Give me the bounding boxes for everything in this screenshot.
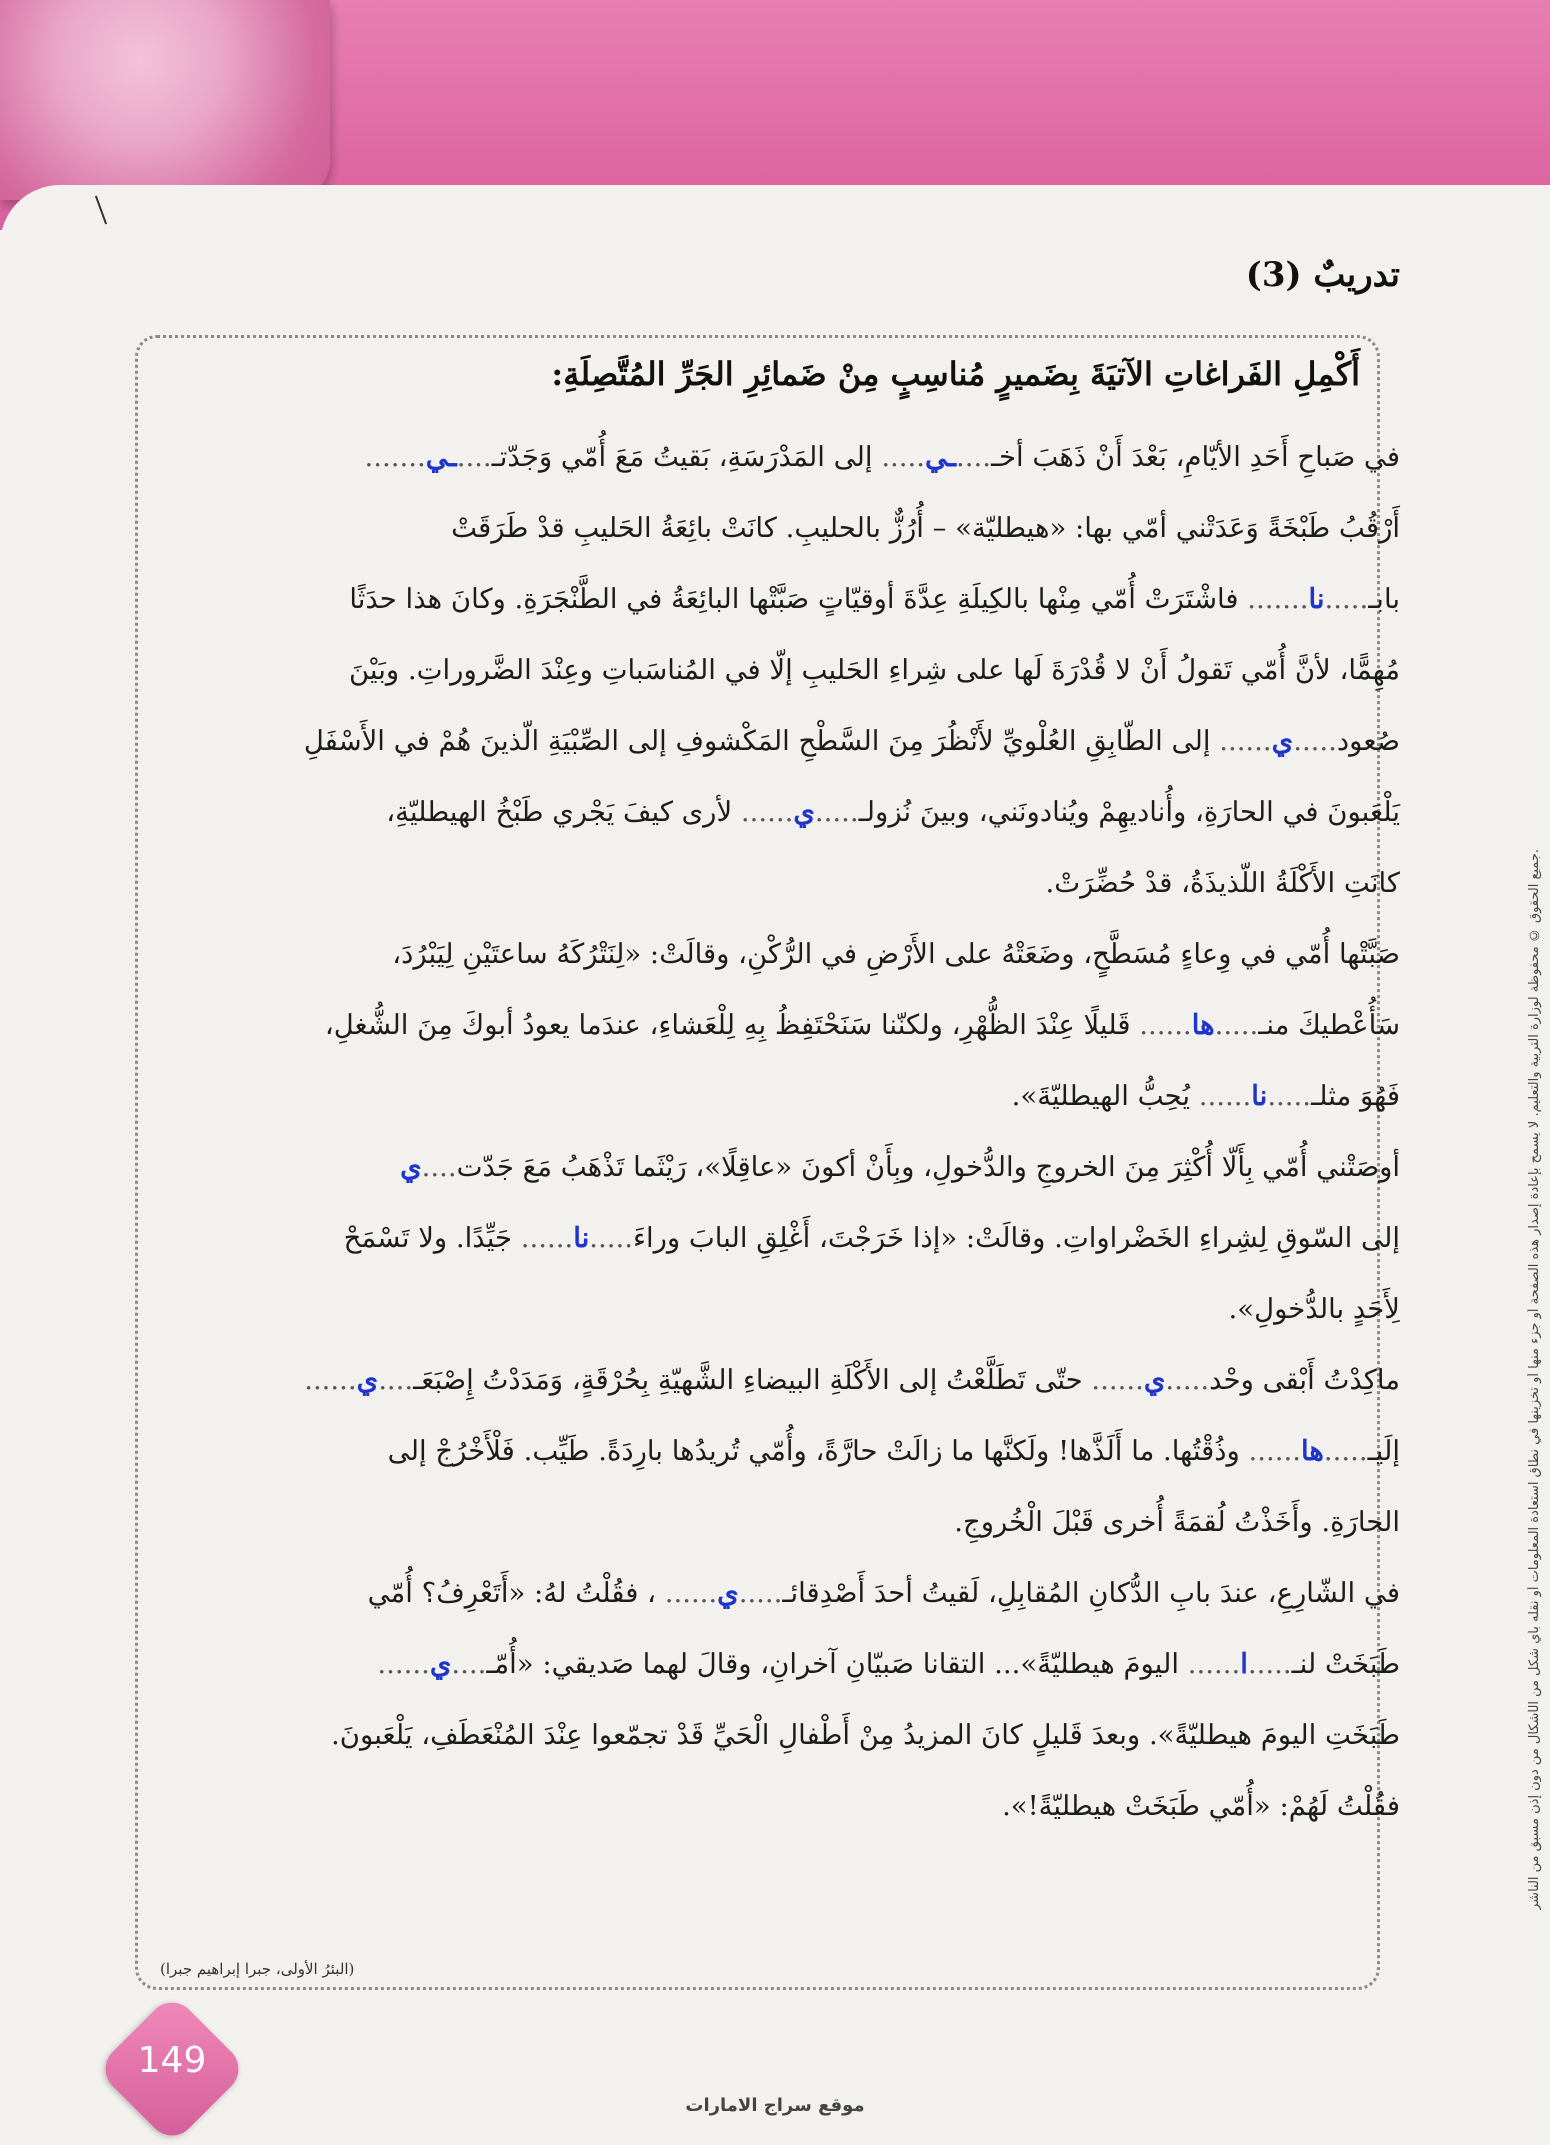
text-segment: أوصَتْني أُمّي بِأَلّا أُكْثِرَ مِنَ الخروجِ والدُّخولِ، وبِأَنْ أكونَ «عاقِلًا»، رَيْثَما تَذْهَبُ مَعَ جَدّت <box>456 1151 1400 1183</box>
filled-answer: ها <box>1301 1435 1324 1467</box>
header-curve <box>0 185 1550 265</box>
blank-dots: ..... <box>1267 1080 1312 1112</box>
blank-dots: ...... <box>377 1648 430 1680</box>
text-line <box>170 848 1400 919</box>
filled-answer: ي <box>1143 1364 1166 1396</box>
text-line <box>170 493 1400 564</box>
text-line <box>170 777 1400 848</box>
text-line <box>170 1416 1400 1487</box>
text-line <box>170 1487 1400 1558</box>
blank-dots: ...... <box>1082 1364 1144 1396</box>
text-segment: اليومَ هيطليّةً»... التقانا صَبيّانِ آخرانِ، وقالَ لهما صَديقي: «أُمّـ <box>486 1648 1180 1680</box>
header-decorative-card <box>0 0 330 200</box>
blank-dots: .... <box>456 441 492 473</box>
text-segment: مُهِمًّا، لأنَّ أُمّي تَقولُ أَنْ لا قُدْرَةَ لَها على شِراءِ الحَليبِ إلّا في المُناسَباتِ وعِنْدَ الضَّروراتِ. وبَيْنَ <box>348 654 1400 686</box>
text-line <box>170 1345 1400 1416</box>
source-citation: (البئرُ الأولى، جبرا إبراهيم جبرا) <box>160 1960 355 1978</box>
text-segment: إلَيـ <box>1367 1435 1400 1467</box>
text-segment: سَأُعْطيكَ منـ <box>1258 1009 1400 1041</box>
blank-dots: ....... <box>364 441 426 473</box>
text-segment: قَليلًا عِنْدَ الظُّهْرِ، ولكنّنا سَنَحْتَفِظُ بِهِ لِلْعَشاءِ، عندَما يعودُ أبوكَ مِنَ الشُّغلِ، <box>324 1009 1131 1041</box>
exercise-instruction: أَكْمِلِ الفَراغاتِ الآتيَةَ بِضَميرٍ مُناسِبٍ مِنْ ضَمائِرِ الجَرِّ المُتَّصِلَةِ: <box>551 355 1360 393</box>
text-line <box>170 706 1400 777</box>
text-segment: في صَباحِ أَحَدِ الأيّامِ، بَعْدَ أَنْ ذَهَبَ أخـ <box>990 441 1400 473</box>
blank-dots: ..... <box>1165 1364 1210 1396</box>
filled-answer: ي <box>429 1648 452 1680</box>
filled-answer: ـي <box>925 441 957 473</box>
text-line <box>170 1771 1400 1842</box>
blank-dots: ...... <box>1239 1435 1302 1467</box>
blank-dots: ..... <box>1324 583 1369 615</box>
text-segment: في الشّارِعِ، عندَ بابِ الدُّكانِ المُقابِلِ، لَقيتُ أحدَ أَصْدِقائـ <box>782 1577 1400 1609</box>
text-line <box>170 1700 1400 1771</box>
blank-dots: .... <box>421 1151 457 1183</box>
blank-dots: .... <box>451 1648 487 1680</box>
blank-dots: ..... <box>589 1222 634 1254</box>
blank-dots: ..... <box>881 441 926 473</box>
text-segment: صُعود <box>1336 725 1400 757</box>
text-segment: إلى المَدْرَسَةِ، بَقيتُ مَعَ أُمّي وَجَدّتـ <box>491 441 882 473</box>
blank-dots: ...... <box>1190 1080 1252 1112</box>
filled-answer: ـي <box>425 441 457 473</box>
text-segment: بابـ <box>1368 583 1400 615</box>
text-segment: صَبَّتْها أُمّي في وِعاءٍ مُسَطَّحٍ، وضَعَتْهُ على الأَرْضِ في الرُّكْنِ، وقالَتْ: «لِنَتْرُكَهُ ساعتَيْنِ لِيَبْرُدَ، <box>392 938 1400 970</box>
text-line <box>170 422 1400 493</box>
text-segment: جَيِّدًا. ولا تَسْمَحْ <box>343 1222 513 1254</box>
filled-answer: ها <box>1191 1009 1215 1041</box>
blank-dots: .... <box>956 441 991 473</box>
text-segment: لِأَحَدٍ بالدُّخولِ». <box>1228 1293 1400 1325</box>
text-line <box>170 635 1400 706</box>
filled-answer: ا <box>1240 1648 1248 1680</box>
filled-answer: نا <box>1308 583 1325 615</box>
filled-answer: نا <box>573 1222 590 1254</box>
blank-dots: ...... <box>512 1222 574 1254</box>
copyright-margin-note: جميع الحقوق © محفوظة لوزارة التربية والتعليم. لا يسمح بإعادة إصدار هذه الصفحة أو جزء منها أو تخزينها في نطاق استعادة المعلومات أو نقله بأي شكل من الأشكال من دون إذن مسبق من الناشر. <box>1527 849 1542 1910</box>
text-segment: إلى السّوقِ لِشِراءِ الخَضْراواتِ. وقالَتْ: «إذا خَرَجْتَ، أَغْلِقِ البابَ وراءَ <box>633 1222 1400 1254</box>
blank-dots: ...... <box>1130 1009 1192 1041</box>
text-segment: حتّى تَطَلَّعْتُ إلى الأَكْلَةِ البيضاءِ الشَّهيّةِ بِحُرْقَةٍ، وَمَدَدْتُ إِصْبَعَـ <box>413 1364 1083 1396</box>
text-segment: الحارَةِ. وأَخَذْتُ لُقمَةً أُخرى قَبْلَ الْخُروجِ. <box>954 1506 1400 1538</box>
text-segment: ماكِدْتُ أَبْقى وحْد <box>1209 1364 1400 1396</box>
blank-dots: ..... <box>814 796 859 828</box>
text-segment: طَبَخَتْ لنـ <box>1291 1648 1400 1680</box>
blank-dots: ...... <box>664 1577 718 1609</box>
blank-dots: .... <box>378 1364 414 1396</box>
blank-dots: ..... <box>1247 1648 1292 1680</box>
filled-answer: ي <box>356 1364 379 1396</box>
text-segment: طَبَخَتِ اليومَ هيطليّةً». وبعدَ قَليلٍ كانَ المزيدُ مِنْ أَطْفالِ الْحَيِّ قَدْ تجمّعوا عِنْدَ المُنْعَطَفِ، يَلْعَبونَ. <box>331 1719 1400 1751</box>
text-line <box>170 990 1400 1061</box>
blank-dots: ...... <box>1179 1648 1241 1680</box>
exercise-text <box>170 422 1400 1842</box>
text-segment: ، فقُلْتُ لهُ: «أَتَعْرِفُ؟ أُمّي <box>367 1577 665 1609</box>
text-segment: كانَتِ الأَكْلَةُ اللّذيذَةُ، قدْ حُضِّرَتْ. <box>1045 867 1400 899</box>
text-line <box>170 1274 1400 1345</box>
blank-dots: ....... <box>1238 583 1309 615</box>
blank-dots: ..... <box>738 1577 783 1609</box>
blank-dots: ...... <box>1210 725 1272 757</box>
text-line <box>170 1061 1400 1132</box>
text-segment: فقُلْتُ لَهُمْ: «أُمّي طَبَخَتْ هيطليّةً!». <box>1002 1790 1400 1822</box>
text-line <box>170 1558 1400 1629</box>
text-line <box>170 919 1400 990</box>
filled-answer: ي <box>793 796 815 828</box>
page-number: 149 <box>137 2040 207 2081</box>
text-segment: فَهُوَ مثلـ <box>1311 1080 1400 1112</box>
text-segment: إلى الطّابِقِ العُلْويِّ لأَنْظُرَ مِنَ السَّطْحِ المَكْشوفِ إلى الصِّبْيَةِ الّذينَ هُمْ في الأَسْفَلِ <box>303 725 1211 757</box>
text-segment: أَرْقُبُ طَبْخَةً وَعَدَتْني أمّي بها: «هيطليّة» – أُرُزٌّ بالحليبِ. كانَتْ بائِعَةُ الحَليبِ قدْ طَرَقَتْ <box>451 512 1400 544</box>
blank-dots: ..... <box>1214 1009 1259 1041</box>
text-line <box>170 1132 1400 1203</box>
blank-dots: ...... <box>732 796 794 828</box>
text-line <box>170 564 1400 635</box>
filled-answer: نا <box>1251 1080 1268 1112</box>
text-segment: يُحِبُّ الهيطليّةَ». <box>1011 1080 1191 1112</box>
blank-dots: ..... <box>1323 1435 1368 1467</box>
text-segment: فاشْتَرَتْ أُمّي مِنْها بالكِيلَةِ عِدَّةَ أوقيّاتٍ صَبَّتْها البائِعَةُ في الطَّنْجَرَةِ. وكانَ هذا حدَثًا <box>349 583 1239 615</box>
text-line <box>170 1629 1400 1700</box>
text-segment: وذُقْتُها. ما أَلَذَّها! ولَكنَّها ما زالَتْ حارَّةً، وأُمّي تُريدُها بارِدَةً. طَيِّب. فَلْأَخْرُجْ إلى <box>387 1435 1240 1467</box>
text-segment: يَلْعَبونَ في الحارَةِ، وأُناديهِمْ ويُنادونَني، وبينَ نُزولـ <box>858 796 1400 828</box>
exercise-title: تدريبٌ (3) <box>1245 255 1400 295</box>
filled-answer: ي <box>1271 725 1294 757</box>
blank-dots: ..... <box>1293 725 1337 757</box>
text-segment: لأرى كيفَ يَجْري طَبْخُ الهيطليّةِ، <box>386 796 733 828</box>
text-line <box>170 1203 1400 1274</box>
filled-answer: ي <box>400 1151 422 1183</box>
blank-dots: ...... <box>304 1364 357 1396</box>
filled-answer: ي <box>717 1577 739 1609</box>
footer-site-name: موقع سراج الامارات <box>685 2095 865 2116</box>
